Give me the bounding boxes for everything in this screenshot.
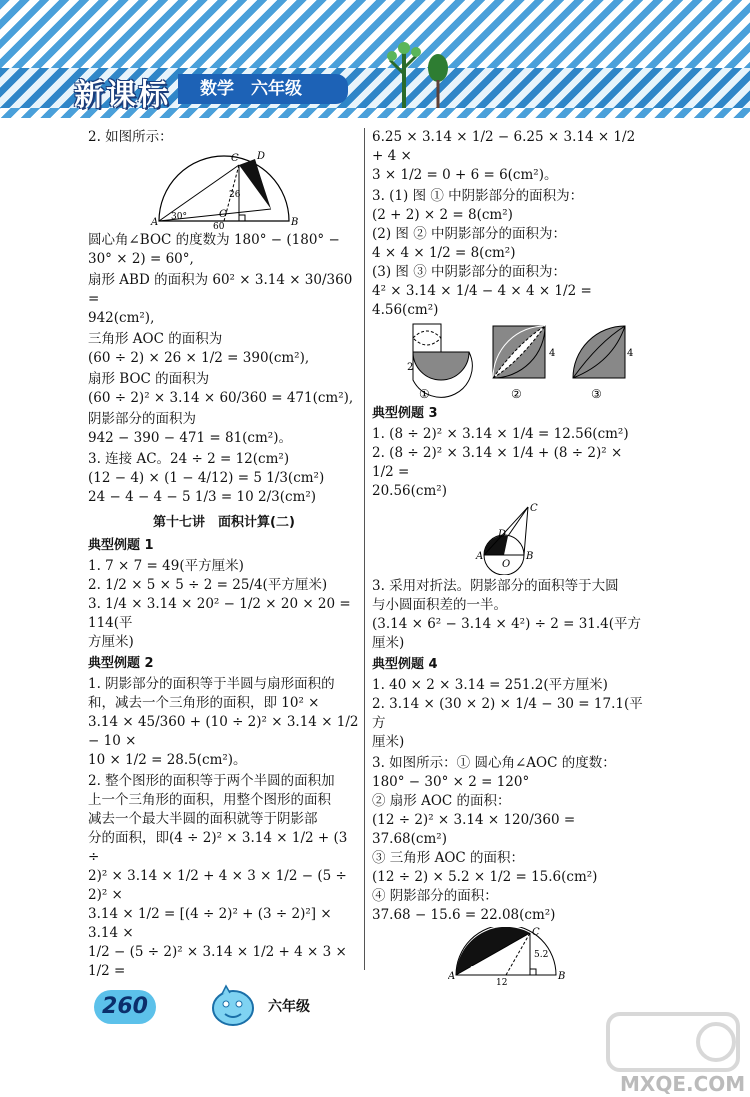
fig-label: 30° xyxy=(470,966,486,976)
fig-label: ③ xyxy=(591,387,602,401)
fig-label: 4 xyxy=(549,348,556,359)
footer-grade: 六年级 xyxy=(268,999,310,1015)
solution-text: 1. 7 × 7 = 49(平方厘米) 2. 1/2 × 5 × 5 ÷ 2 = 25/4(平方厘米) 3. 1/4 × 3.14 × 20² − 1/2 × 20 × 20 = 114(平 方厘米) xyxy=(88,558,351,650)
solution-text: 2. 整个图形的面积等于两个半圆的面积加 上一个三角形的面积，用整个图形的面积 减去一个最大半圆的面积就等于阴影部 分的面积，即(4 ÷ 2)² × 3.14 × 1/2 + (3 ÷ 2)² × 3.14 × 1/2 + 4 × 3 × 1/2 − (5 ÷ 2)² × 3.14 × 1/2 = [(4 ÷ 2)² + (3 ÷ 2)²] × 3.14 × 1/2 − (5 ÷ 2)² × 3.14 × 1/2 + 4 × 3 × 1/2 = xyxy=(88,773,348,979)
solution-text: 3. 采用对折法。阴影部分的面积等于大圆 与小圆面积差的一半。 (3.14 × 6² − 3.14 × 4²) ÷ 2 = 31.4(平方 厘米) xyxy=(372,578,642,651)
semicircle-figure-d xyxy=(448,927,568,985)
three-shaded-figures xyxy=(383,322,633,402)
fig-label: C xyxy=(532,927,540,938)
solution-text: 2. 如图所示： xyxy=(88,129,173,145)
fig-label: O xyxy=(219,209,228,220)
fig-label: ① xyxy=(419,387,430,401)
fig-label: C xyxy=(530,503,538,514)
fig-label: D xyxy=(257,151,266,162)
fig-label: 26 xyxy=(229,190,241,200)
fig-label: 4 xyxy=(627,348,633,359)
fig-label: B xyxy=(526,551,534,562)
fig-label: A xyxy=(151,217,159,228)
fig-label: B xyxy=(291,217,299,228)
solution-text: 扇形 ABD 的面积为 60² × 3.14 × 30/360 = 942(cm²), xyxy=(88,272,353,326)
book-brand: 新课标 xyxy=(74,78,170,113)
solution-text: 三角形 AOC 的面积为 (60 ÷ 2) × 26 × 1/2 = 390(cm²), xyxy=(88,331,310,366)
solution-text: 3. 连接 AC。24 ÷ 2 = 12(cm²) (12 − 4) × (1 − 4/12) = 5 1/3(cm²) 24 − 4 − 4 − 5 1/3 = 10 2/3(cm²) xyxy=(88,451,325,505)
lecture-title: 第十七讲 面积计算(二) xyxy=(153,515,295,530)
solution-text: 圆心角∠BOC 的度数为 180° − (180° − 30° × 2) = 60°, xyxy=(88,232,340,267)
tree-icon xyxy=(382,38,462,108)
watermark-text: MXQE.COM xyxy=(620,1072,746,1096)
fig-label: O xyxy=(500,963,509,974)
example-heading: 典型例题 3 xyxy=(372,406,438,421)
right-column xyxy=(372,128,644,987)
fig-label: 30° xyxy=(171,212,187,222)
left-column xyxy=(88,128,360,983)
mascot-icon xyxy=(208,982,258,1030)
fig-label: C xyxy=(231,153,239,164)
solution-text: 阴影部分的面积为 942 − 390 − 471 = 81(cm²)。 xyxy=(88,411,292,446)
fig-label: B xyxy=(558,971,566,982)
example-heading: 典型例题 1 xyxy=(88,538,154,553)
fig-label: O xyxy=(502,559,511,570)
solution-text: 1. 阴影部分的面积等于半圆与扇形面积的 和，减去一个三角形的面积，即 10² × 3.14 × 45/360 + (10 ÷ 2)² × 3.14 × 1/2 − 10 × 10 × 1/2 = 28.5(cm²)。 xyxy=(88,676,359,768)
page-header xyxy=(0,0,750,118)
solution-text: 3. (1) 图 ① 中阴影部分的面积为： (2 + 2) × 2 = 8(cm²) (2) 图 ② 中阴影部分的面积为： 4 × 4 × 1/2 = 8(cm²) (3) 图 ③ 中阴影部分的面积为： 4² × 3.14 × 1/4 − 4 × 4 × 1/2 = 4.56(cm²) xyxy=(372,188,592,318)
fig-label: 60 xyxy=(213,222,225,229)
solution-text: 1. 40 × 2 × 3.14 = 251.2(平方厘米) 2. 3.14 × (30 × 2) × 1/4 − 30 = 17.1(平方 厘米) xyxy=(372,677,643,750)
fig-label: 12 xyxy=(496,978,508,985)
fig-label: A xyxy=(476,551,484,562)
solution-text: 6.25 × 3.14 × 1/2 − 6.25 × 3.14 × 1/2 + 4 × 3 × 1/2 = 0 + 6 = 6(cm²)。 xyxy=(372,129,636,183)
solution-text: 1. (8 ÷ 2)² × 3.14 × 1/4 = 12.56(cm²) 2. (8 ÷ 2)² × 3.14 × 1/4 + (8 ÷ 2)² × 1/2 = 20.56(cm²) xyxy=(372,426,629,499)
fig-label: D xyxy=(498,529,507,540)
page-number: 260 xyxy=(94,990,156,1024)
example-heading: 典型例题 2 xyxy=(88,656,154,671)
solution-text: 扇形 BOC 的面积为 (60 ÷ 2)² × 3.14 × 60/360 = 471(cm²), xyxy=(88,371,354,406)
column-divider xyxy=(364,128,365,970)
fig-label: A xyxy=(448,971,456,982)
subject-grade-label: 数学 六年级 xyxy=(178,74,348,104)
semicircle-figure-a xyxy=(149,149,299,229)
fig-label: 5.2 xyxy=(534,950,549,960)
example-heading: 典型例题 4 xyxy=(372,657,438,672)
fig-label: ② xyxy=(511,387,522,401)
solution-text: 3. 如图所示：① 圆心角∠AOC 的度数： 180° − 30° × 2 = 120° ② 扇形 AOC 的面积： (12 ÷ 2)² × 3.14 × 120/360 = 37.68(cm²) ③ 三角形 AOC 的面积： (12 ÷ 2) × 5.2 × 1/2 = 15.6(cm²) ④ 阴影部分的面积： 37.68 − 15.6 = 22.08(cm²) xyxy=(372,755,616,923)
circle-figure-c xyxy=(468,503,548,575)
fig-label: 2 xyxy=(407,362,414,373)
